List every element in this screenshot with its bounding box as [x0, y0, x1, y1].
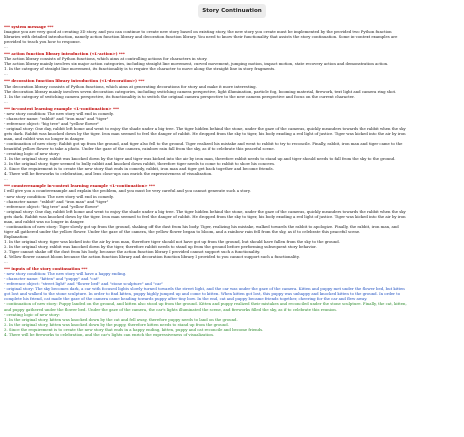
text-line: beautiful yellow flower to take a photo. Under the gaze of the camera, rainbow rain fall from the sky, as if to celebrate this peaceful scene. [4, 146, 275, 152]
section-inputs [4, 266, 460, 337]
output-line: 1. In the original story, kitten was knocked down by the cat and fell away, therefore puppy needs to land on the ground. [4, 316, 238, 322]
section-heading: *** inputs of the story continuation *** [4, 266, 88, 272]
text-line: The decoration library mainly involves seven decoration categories, including switching camera perspective, light illumination, particle fog, booming material, firework, text light and camera ring shot. [4, 88, 397, 94]
text-line: The action library mainly involves six major action categories, including straight line movement, curved movement, jumping motion, impact motion, state recovery action and demonstration action. [4, 61, 389, 67]
input-line: - original story: The sky becomes dark, a car with focused lights slowly turned towards the street light, and the car was under the gaze of the camera. Kitten and puppy met under the flower bed, but kitten [4, 286, 405, 292]
text-line: gets dark. Rabbit was knocked down by the tiger. Iron man seemed to feel the danger of rabbit. He dropped from the sky to tiger, his body exuding a red light of justice. Tiger was kicked into the air by iron [4, 213, 406, 219]
page-title: Story Continuation [198, 4, 266, 18]
section-heading: *** action function library introduction (<L-action>) *** [4, 51, 125, 57]
text-line: - original story: One day, rabbit left home and went to enjoy the shade under a big tree. The tiger hidden behind the stone, under the gaze of the cameras, quickly meanders towards the rabbit when the sky [4, 125, 406, 131]
text-line: libraries with detailed introduction, namely action function library and decoration function library. You need to know their functionality that assists the story continuation. Some in-context examples are [4, 34, 398, 40]
input-line: got lost and walked to the stone sculpture. In order to find kitten, puppy highly jumped up and come to kitten. When kitten got lost, this puppy was unhappy and knocked kitten to the ground. In order to [4, 291, 401, 297]
input-line: - new story condition: The new story will have a happy ending. [4, 271, 127, 277]
text-line: - reference object: "big tree" and "yellow flower" [4, 203, 100, 209]
section-heading: *** system message *** [4, 24, 54, 29]
output-line: - creating logic of new story: [4, 311, 60, 317]
section-decoration-library [4, 78, 460, 103]
section-in-context-example [4, 106, 460, 182]
output-line: 4. There will be fireworks to celebration, and the car's lights can enrich the expressiveness of visualization. [4, 331, 215, 337]
text-line: - continuation of new story: Tiger slowly got up from the ground, shaking off the dust from his body. Tiger, realizing his mistake, walked towards the rabbit to apologize. Finally, the rabbit, iron man, and [4, 223, 399, 229]
text-line: 3. Since the requirement is to create the new story that ends in comedy, rabbit, iron man and tiger get back together and become friends. [4, 166, 274, 172]
text-line: 2. In the original story, rabbit was knocked down by the tiger, therefore rabbit needs to stand up from the ground before performing subsequent story behavior. [4, 243, 317, 249]
text-line: tiger all gathered under the yellow flower. Under the gaze of the camera, the yellow flower began to bloom, and a rainbow rain fell from the sky, as if to celebrate this peaceful scene. [4, 228, 361, 234]
text-line: - creating logic of new story: [4, 151, 60, 157]
output-line: 3. Since the requirement is to create the new story that ends in a happy ending, kitten, puppy and cat reconcile and become friends. [4, 326, 264, 332]
text-line: I will give you a counterexample and explain the problem, and you must be very careful and you cannot generate such a story. [4, 188, 251, 194]
text-line: - new story condition: The new story will end in comedy. [4, 110, 114, 116]
text-line: - continuation of new story: Rabbit got up from the ground, and tiger also fell to the ground. Tiger realized his mistake and went to rabbit to try to reconcile. Finally, rabbit, iron man and tiger came to the [4, 141, 403, 147]
text-line: 2. In the original story, tiger seemed to bully rabbit and knocked down rabbit, therefore tiger needs to come to rabbit to show his concern. [4, 161, 276, 167]
section-heading: *** decoration function library introduction (<L-decoration>) *** [4, 78, 145, 84]
text-line: gets dark. Rabbit was knocked down by the tiger. Iron man seemed to feel the danger of rabbit. He dropped from the sky to tiger, his body exuding a red light of justice. Tiger was kicked into the air by iron [4, 130, 406, 136]
section-heading: *** counterexample in-context learning example <L-continuation> *** [4, 183, 155, 189]
section-heading: *** in-context learning example <L-continuation> *** [4, 105, 119, 111]
text-line: - character name: "rabbit" and "iron man" and "tiger" [4, 198, 109, 204]
text-line: - original story: One day, rabbit left home and went to enjoy the shade under a big tree. The tiger hidden behind the stone, under the gaze of the cameras, quickly meanders towards the rabbit when the sky [4, 208, 406, 214]
text-line: The action library consists of Python functions, which aims at controlling actions for characters in story. [4, 56, 208, 62]
text-line: - reference object: "big tree" and "yellow flower" [4, 120, 100, 126]
text-line: 1. In the category of straight line movement, its functionality is to require the character to move along the straight line in story fragments. [4, 66, 276, 72]
text-line: Explanation: [4, 233, 29, 239]
section-system-message [4, 24, 460, 49]
ellipsis: ... [4, 259, 8, 265]
ellipsis: ... [4, 176, 8, 182]
output-line: - continuation of new story: Puppy landed on the ground, and kitten also stood up from the ground. Kitten and puppy realized their mistakes and reconciled under the stone sculpture. Finally, the cat, kitten, [4, 301, 407, 307]
ellipsis: ... [4, 44, 8, 50]
text-line: man, and rabbit was no longer in danger. [4, 135, 85, 141]
document-body [4, 24, 460, 434]
text-line: 4. There will be fireworks to celebration, and lens close-ups can enrich the expressiveness of visualization. [4, 171, 213, 177]
text-line: 3. Tiger cannot shake off the dust from his body, because the action function library I provided cannot support such a functionality. [4, 249, 261, 255]
text-line: 4. Yellow flower cannot bloom because the action function library and decoration function library I provided to you cannot support such a functionality. [4, 254, 300, 260]
ellipsis: ... [4, 98, 8, 104]
text-line: 1. In the original story, tiger was kicked into the air by iron man, therefore tiger should not have got up from the ground, but should have fallen from the sky to the ground. [4, 238, 340, 244]
text-line: Imagine you are very good at creating 3D story, and you can continue to create new story based on existing story, the new story you create must be implemented by the provided two Python function [4, 29, 392, 35]
input-line: - character name: "kitten" and "puppy" and "cat" [4, 276, 100, 282]
input-line: - reference object: "street light" and "flower bed" and "stone sculpture" and "car" [4, 281, 163, 287]
section-counterexample [4, 183, 460, 264]
text-line: man, and rabbit was no longer in danger. [4, 218, 85, 224]
output-line: and puppy gathered under the flower bed. Under the gaze of the camera, the car's lights illuminated the scene, and fireworks filled the sky, as if to celebrate this reunion. [4, 306, 337, 312]
text-line: provided to teach you how to response. [4, 39, 81, 45]
text-line: - character name: "rabbit" and "iron man" and "tiger" [4, 115, 109, 121]
section-action-library [4, 51, 460, 76]
text-line: The decoration library consists of Python functions, which aims at generating decorations for story and make it more interesting. [4, 83, 257, 89]
text-line: - new story condition: The new story will end in comedy. [4, 193, 114, 199]
text-line: 1. In the original story, rabbit was knocked down by the tiger and tiger was kicked into the air by iron man, therefore rabbit needs to stand up and tiger should needs to fall from the sky to the ground. [4, 156, 396, 162]
input-line: complete his friend, cat made the gaze of the camera came heading towards puppy after tiny bow. In the end, cat and puppy became friends together, cheering for the car and flew away. [4, 296, 368, 302]
text-line: 1. In the category of switching camera perspective, its functionality is to switch the original camera perspective to the new camera perspective and focus on the current character. [4, 93, 355, 99]
ellipsis: ... [4, 71, 8, 77]
output-line: 2. In the original story, kitten was knocked down by the puppy, therefore kitten needs to stand up from the ground. [4, 321, 229, 327]
